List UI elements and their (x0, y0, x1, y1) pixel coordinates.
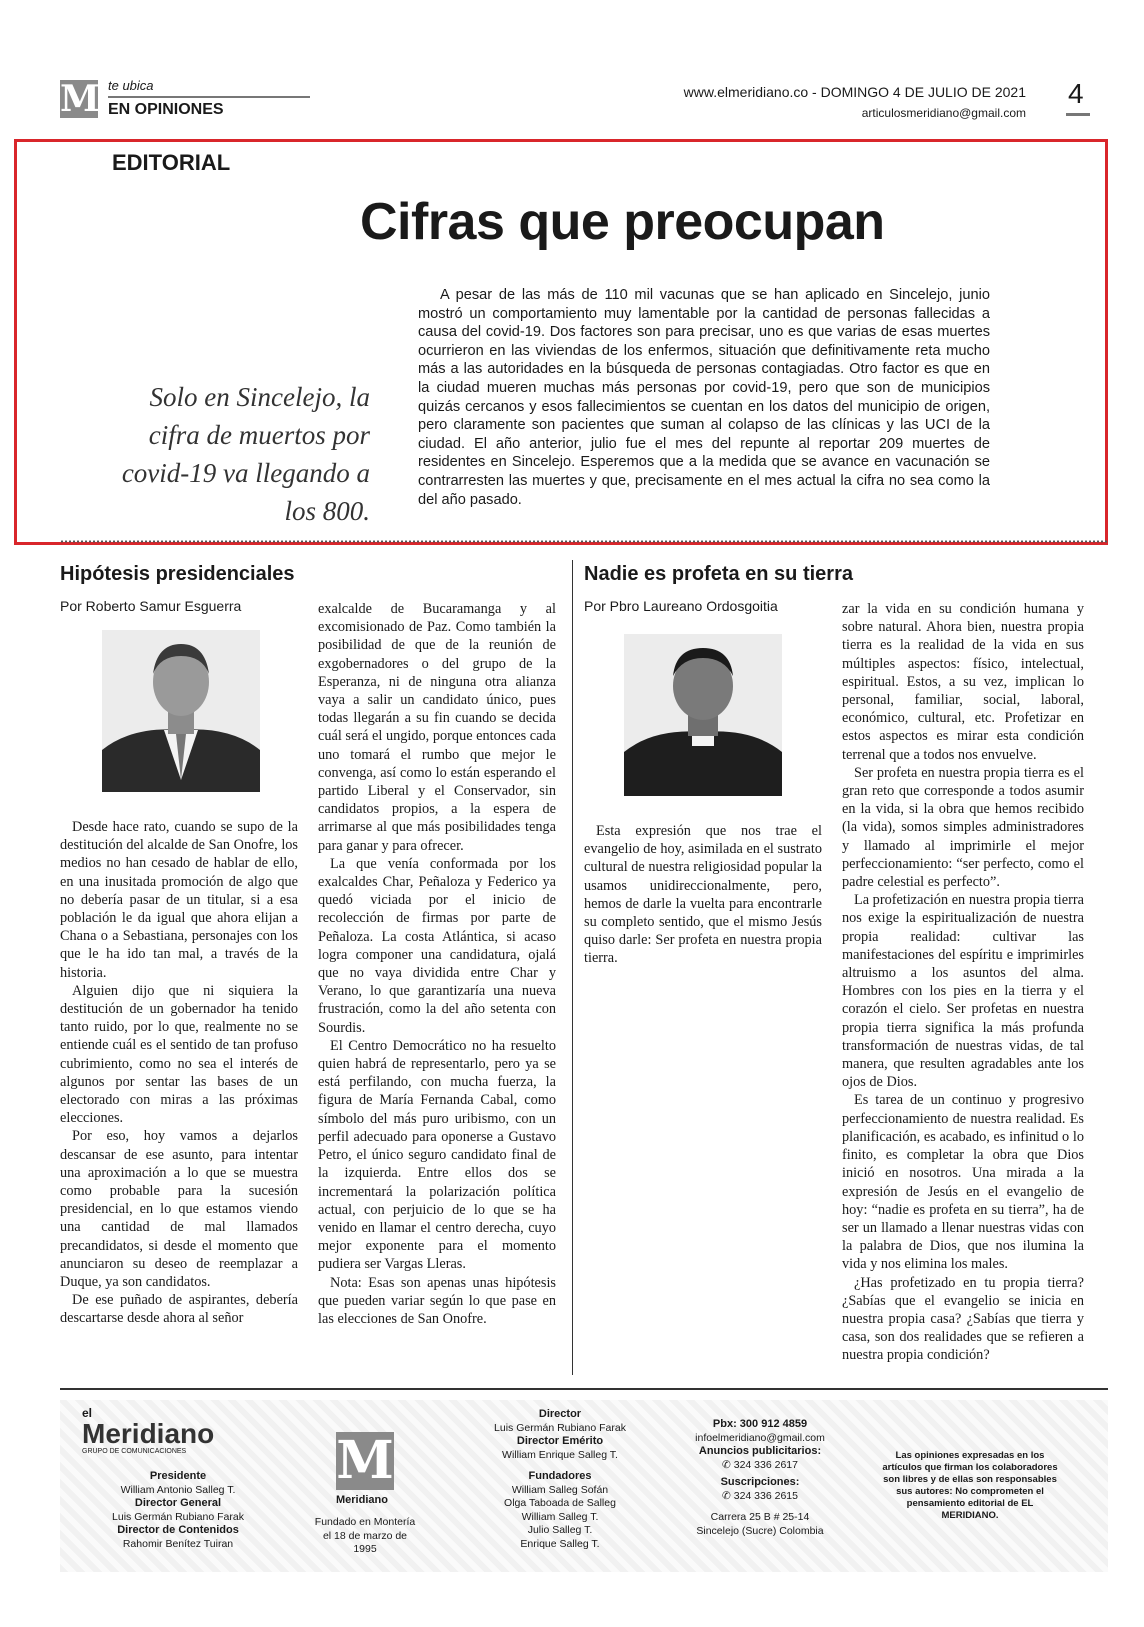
info-email: infoelmeridiano@gmail.com (695, 1431, 825, 1444)
fundador: Julio Salleg T. (527, 1524, 593, 1536)
paragraph: Alguien dijo que ni siquiera la destitución de un gobernador ha tenido tanto ruido, por lo que, realmente no se entiende cuál es el sentido de tan profuso cubrimiento, como no sea el interés de algunos por sentar las bases de un electorado con miras a las próximas elecciones. (60, 982, 298, 1127)
whatsapp-icon: ✆ (722, 1458, 731, 1471)
presidente-name: William Antonio Salleg T. (120, 1483, 236, 1496)
column-divider (572, 560, 573, 1375)
article2-byline: Por Pbro Laureano Ordosgoitia (584, 598, 778, 614)
fundador: William Salleg T. (521, 1510, 599, 1523)
fundado-text: Fundado en Montería el 18 de marzo de 1995 (314, 1516, 416, 1555)
paragraph: zar la vida en su condición humana y sobre natural. Ahora bien, nuestra propia tierra es la realidad de la vida en sus múltiples aspectos: físico, intelectual, espiritual. Estos, a su vez, implican lo personal, familiar, social, laboral, económico, cultural, etc. Profetizar en estos aspectos es mirar esta condición terrenal que a todos nos envuelve. (842, 601, 1084, 763)
paragraph: De ese puñado de aspirantes, debería descartarse desde ahora al señor (60, 1292, 298, 1327)
portrait-illustration (102, 630, 260, 792)
director-emerito-name: William Enrique Salleg T. (502, 1448, 618, 1461)
paragraph: Por eso, hoy vamos a dejarlos descansar de ese asunto, para intentar una aproximación a lo que se muestra como probable para la sucesión presidencial, en lo que estamos viendo una cantidad de mal llamados precandidatos, si desde el momento que anunciaron su deseo de reemplazar a Duque, ya son candidatos. (60, 1128, 298, 1291)
footer-brand (82, 1406, 232, 1455)
paragraph: Desde hace rato, cuando se supo de la destitución del alcalde de San Onofre, los medios no han cesado de hablar de ello, en una inusitada promoción de algo que no debería pasar de un titular, si a esa población le da igual que ahora elijan a Chana o a Sebastiana, personajes con los que le ha ido tan mal, a través de la historia. (60, 819, 298, 981)
article1-byline: Por Roberto Samur Esguerra (60, 598, 242, 614)
logo-letter: M (60, 78, 100, 120)
whatsapp-icon: ✆ (722, 1489, 731, 1502)
fundador: William Salleg Sofán (511, 1483, 609, 1496)
article2-column2 (842, 600, 1084, 1365)
contact-email: articulosmeridiano@gmail.com (861, 106, 1026, 120)
page-number: 4 (1068, 78, 1084, 109)
footer-disclaimer: Las opiniones expresadas en los artículos que firman los colaboradores son libres y de ellas son responsables sus autores: No comprometen el pensamiento editorial de EL MERIDIANO. (882, 1450, 1058, 1521)
footer-leadership (78, 1470, 278, 1551)
paragraph: exalcalde de Bucaramanga y al excomisionado de Paz. Como también la posibilidad de que de la reunión de exgobernadores o del grupo de la Esperanza, ni de ninguna otra alianza vaya a salir un candidato único, pues todas llegarán a su fin cuando se decida cuál será el ungido, porque entonces cada uno tomará el rumbo que mejor le convenga, así como lo están esperando el partido Liberal y el Conservador, sin candidatos propios, a la espera de arrimarse al que más posibilidades tenga para ganar y para ofrecer. (318, 601, 556, 854)
director-label: Director (538, 1408, 582, 1420)
anuncios-label: Anuncios publicitarios: (698, 1445, 822, 1457)
center-logo (336, 1432, 394, 1490)
director-contenidos-name: Rahomir Benítez Tuiran (122, 1537, 234, 1550)
meridiano-logo (60, 80, 98, 118)
section-name: EN OPINIONES (108, 101, 224, 118)
fundadores-label: Fundadores (528, 1470, 592, 1482)
fundador: Olga Taboada de Salleg (504, 1497, 616, 1509)
paragraph: Es tarea de un continuo y progresivo perfeccionamiento de nuestra realidad. Es planificación, es acabado, es infinitud o lo finito, es completar la obra que Dios inició en nosotros. Una mirada a la expresión de Jesús en el evangelio de hoy: “nadie es profeta en su tierra”, ha de ser un llamado a llenar nuestras vidas con la palabra de Dios, que nos ilumina la vida y nos elimina los males. (842, 1092, 1084, 1273)
editorial-label: EDITORIAL (112, 150, 231, 175)
suscripciones-label: Suscripciones: (720, 1476, 800, 1488)
paragraph: ¿Has profetizado en tu propia tierra? ¿Sabías que el evangelio se inicia en nuestra propia casa? ¿Sabías que tierra y casa, son dos realidades que se refieren a nuestra propia condición? (842, 1274, 1084, 1364)
author-photo-samur (102, 630, 260, 792)
tagline: te ubica (108, 78, 154, 93)
paragraph: Ser profeta en nuestra propia tierra es el gran reto que corresponde a todos asumir en la vida, si la obra que hemos recibido (la vida), somos simples administradores y llamado al imprimirle el mejor perfeccionamiento: “ser perfecto, como el padre celestial es perfecto”. (842, 764, 1084, 891)
footer-rule (60, 1388, 1108, 1390)
director-general-label: Director General (134, 1497, 222, 1509)
director-emerito-label: Director Emérito (516, 1435, 604, 1447)
director-contenidos-label: Director de Contenidos (117, 1524, 239, 1536)
editorial-title: Cifras que preocupan (360, 193, 885, 251)
article1-column2 (318, 600, 556, 1328)
presidente-label: Presidente (149, 1470, 207, 1482)
pull-quote: Solo en Sincelejo, la cifra de muertos por covid-19 va llegando a los 800. (121, 382, 370, 526)
page-number-rule (1066, 113, 1090, 116)
address: Carrera 25 B # 25-14 (710, 1511, 810, 1523)
center-logo-name: Meridiano (336, 1494, 388, 1506)
editorial-body: A pesar de las más de 110 mil vacunas que se han aplicado en Sincelejo, junio mostró un comportamiento muy lamentable por la cantidad de personas fallecidas a causa del covid-19. Dos factores son para precisar, uno es que varias de esas muertes ocurrieron en las viviendas de los enfermos, situación que definitivamente reta mucho más a las autoridades en la búsqueda de personas contagiadas. Otro factor es que en la ciudad mueren muchas más personas por covid-19, pero que son de municipios quizás cercanos y esos fallecimientos se cuentan en los datos del municipio de origen, pero claramente son pacientes que suman al colapso de las clínicas y las UCI de la ciudad. El año anterior, julio fue el mes del repunte al reportar 209 muertes de residentes en Sincelejo. Esperemos que a la medida que se avance en vacunación se contrarresten las muertes y que, precisamente en el mes actual la cifra no sea como la del año pasado. (418, 287, 990, 508)
center-logo-letter: M (336, 1430, 394, 1491)
paragraph: Nota: Esas son apenas unas hipótesis que pueden variar según lo que pase en las elecciones de San Onofre. (318, 1274, 556, 1327)
anuncios-phone: 324 336 2617 (733, 1458, 798, 1471)
article1-column1 (60, 818, 298, 1328)
suscripciones-phone: 324 336 2615 (733, 1489, 798, 1502)
director-name: Luis Germán Rubiano Farak (494, 1421, 626, 1434)
paragraph: El Centro Democrático no ha resuelto quien habrá de representarlo, pero ya se está perfilando, con mucha fuerza, la figura de María Fernanda Cabal, como símbolo del más puro uribismo, con un perfil adecuado para oponerse a Gustavo Petro, el único seguro candidato final de la izquierda. Entre ellos dos se incrementará la polarización política actual, con perjuicio de lo que se ha venido en llamar el centro derecha, cuyo mejor exponente para el momento pudiera ser Vargas Lleras. (318, 1037, 556, 1273)
paragraph: La profetización en nuestra propia tierra nos exige la espiritualización de nuestra propia realidad: cultivar las manifestaciones del espíritu e imprimirles altruismo a los asuntos del alma. Hombres con los pies en la tierra y el corazón el cielo. Ser profetas en nuestra propia tierra significa la más profunda transformación de nuestras vidas, de tal manera, que resulten agradables ante los ojos de Dios. (842, 892, 1084, 1091)
author-photo-ordosgoitia (624, 634, 782, 796)
brand-name: Meridiano (82, 1418, 215, 1449)
article2-title: Nadie es profeta en su tierra (584, 563, 853, 585)
footer-directors (470, 1408, 650, 1551)
dateline: www.elmeridiano.co - DOMINGO 4 DE JULIO DE 2021 (683, 84, 1026, 100)
city: Sincelejo (Sucre) Colombia (696, 1524, 824, 1537)
director-general-name: Luis Germán Rubiano Farak (112, 1510, 244, 1523)
paragraph: Esta expresión que nos trae el evangelio de hoy, asimilada en el sustrato cultural de nuestra religiosidad popular la usamos unidireccionalmente, pero, hemos de darle la vuelta para encontrarle su completo sentido, que el mismo Jesús quiso darle: Ser profeta en nuestra propia tierra. (584, 823, 822, 967)
article2-column1 (584, 822, 822, 968)
pbx: Pbx: 300 912 4859 (712, 1418, 808, 1430)
dotted-divider (60, 540, 1108, 543)
paragraph: La que venía conformada por los exalcaldes Char, Peñaloza y Federico ya quedó viciada por el inicio de recolección de firmas por parte de Peñaloza. La costa Atlántica, si acaso logra componer una candidatura, ojalá que no vaya dividida entre Char y Verano, lo que garantizaría una nueva frustración, como la del año setenta con Sourdis. (318, 855, 556, 1036)
header-rule (108, 96, 310, 98)
article1-title: Hipótesis presidenciales (60, 563, 295, 585)
brand-el: el (82, 1406, 93, 1420)
portrait-illustration (624, 634, 782, 796)
footer-contact (670, 1418, 850, 1538)
brand-sub: GRUPO DE COMUNICACIONES (82, 1448, 187, 1455)
fundador: Enrique Salleg T. (520, 1537, 600, 1550)
